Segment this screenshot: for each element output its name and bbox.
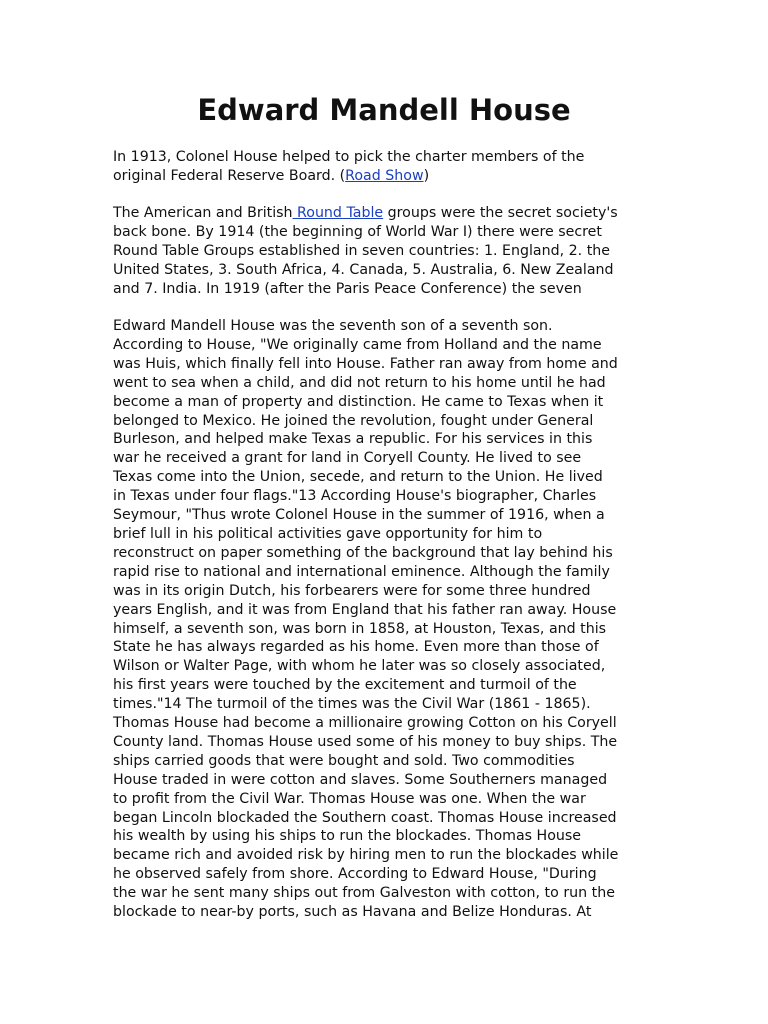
paragraph-line: times."14 The turmoil of the times was the Civil War (1861 - 1865). <box>113 696 591 713</box>
paragraph-line: was in its origin Dutch, his forbearers were for some three hundred <box>113 582 591 599</box>
paragraph-line: become a man of property and distinction. He came to Texas when it <box>113 393 604 410</box>
paragraph-line: became rich and avoided risk by hiring men to run the blockades while <box>113 847 619 864</box>
paragraph-line: was Huis, which finally fell into House. Father ran away from home and <box>113 355 618 372</box>
text-segment: The American and British <box>113 205 293 221</box>
paragraph-line: Edward Mandell House was the seventh son of a seventh son. <box>113 318 553 334</box>
paragraph-line: in Texas under four flags."13 According House's biographer, Charles <box>113 488 597 505</box>
paragraph-line: began Lincoln blockaded the Southern coast. Thomas House increased <box>113 809 617 826</box>
paragraph-line: himself, a seventh son, was born in 1858, at Houston, Texas, and this <box>113 620 607 637</box>
paragraph-line: Round Table Groups established in seven countries: 1. England, 2. the <box>113 242 610 259</box>
paragraph-line: According to House, "We originally came from Holland and the name <box>113 336 602 353</box>
paragraph-line: ships carried goods that were bought and sold. Two commodities <box>113 752 575 769</box>
paragraph-line: war he received a grant for land in Coryell County. He lived to see <box>113 450 582 467</box>
paragraph-line: went to sea when a child, and did not return to his home until he had <box>113 374 606 391</box>
paragraph-line: years English, and it was from England that his father ran away. House <box>113 601 617 618</box>
paragraph-line: State he has always regarded as his home. Even more than those of <box>113 639 599 656</box>
paragraph-line: brief lull in his political activities gave opportunity for him to <box>113 525 543 542</box>
paragraph-line: his first years were touched by the excitement and turmoil of the <box>113 677 577 694</box>
paragraph-line: blockade to near-by ports, such as Havana and Belize Honduras. At <box>113 904 592 921</box>
paragraph-line: House traded in were cotton and slaves. Some Southerners managed <box>113 771 608 788</box>
paragraph-biography <box>113 317 655 922</box>
paragraph-line: Seymour, "Thus wrote Colonel House in the summer of 1916, when a <box>113 507 605 524</box>
road-show-link[interactable]: Road Show <box>345 167 424 184</box>
paragraph-line: County land. Thomas House used some of his money to buy ships. The <box>113 733 618 750</box>
paragraph-line: Thomas House had become a millionaire growing Cotton on his Coryell <box>113 715 617 732</box>
paragraph-federal-reserve <box>113 148 655 186</box>
paragraph-line: and 7. India. In 1919 (after the Paris Peace Conference) the seven <box>113 280 582 297</box>
paragraph-round-table <box>113 204 655 299</box>
paragraph-line <box>113 167 655 186</box>
page-title: Edward Mandell House <box>197 93 571 127</box>
paragraph-line <box>113 204 655 223</box>
paragraph-line: rapid rise to national and international eminence. Although the family <box>113 563 610 580</box>
text-segment: original Federal Reserve Board. ( <box>113 167 346 184</box>
paragraph-line: to profit from the Civil War. Thomas House was one. When the war <box>113 790 586 807</box>
paragraph-line: the war he sent many ships out from Galveston with cotton, to run the <box>113 885 615 902</box>
paragraph-line: Texas come into the Union, secede, and return to the Union. He lived <box>113 469 603 486</box>
round-table-link[interactable]: Round Table <box>292 205 384 221</box>
paragraph-line: Wilson or Walter Page, with whom he later was so closely associated, <box>113 658 606 675</box>
paragraph-line: he observed safely from shore. According to Edward House, "During <box>113 866 597 883</box>
paragraph-line: Burleson, and helped make Texas a republic. For his services in this <box>113 431 593 448</box>
paragraph-line: his wealth by using his ships to run the blockades. Thomas House <box>113 828 582 845</box>
paragraph-line: belonged to Mexico. He joined the revolution, fought under General <box>113 412 594 429</box>
text-segment: ) <box>423 167 430 184</box>
paragraph-line: In 1913, Colonel House helped to pick the charter members of the <box>113 149 585 165</box>
paragraph-line: back bone. By 1914 (the beginning of World War I) there were secret <box>113 223 602 240</box>
paragraph-line: reconstruct on paper something of the background that lay behind his <box>113 544 613 561</box>
text-segment: groups were the secret society's <box>383 205 618 221</box>
paragraph-line: United States, 3. South Africa, 4. Canada, 5. Australia, 6. New Zealand <box>113 261 614 278</box>
